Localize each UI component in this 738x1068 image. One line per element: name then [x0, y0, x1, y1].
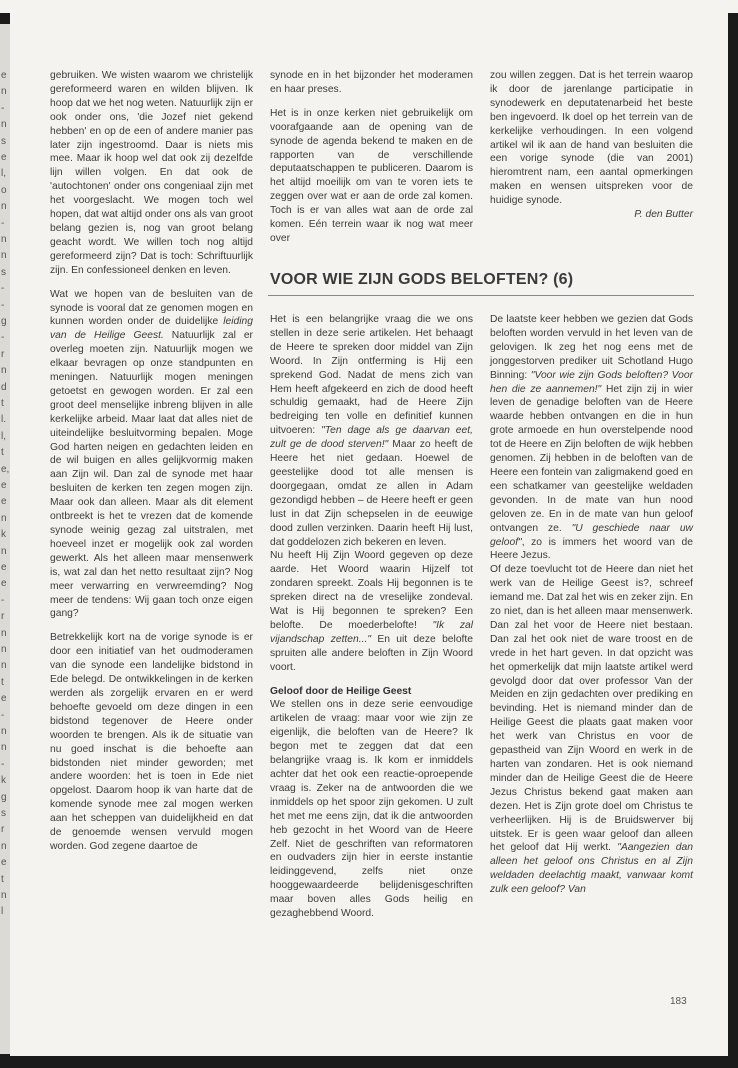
- gutter-letter: l: [1, 906, 4, 918]
- gutter-letter: e,: [1, 463, 10, 475]
- gutter-letter: e: [1, 578, 7, 590]
- paragraph: gebruiken. We wisten waarom we christelijk gereformeerd waren en wilden blijven. Ik hoop dat we het nog weten. Natuurlijk zijn er ook onder ons, 'die Jozef niet gekend hebben' en op de een of andere manier pas later zijn ingestroomd. Daar is niets mis mee. Maar ik hoop wel dat ook zij dezelfde lijn willen volgen. En dat ook de 'autochtonen' onder ons congeniaal zijn met het voorgeslacht. We mogen toch wel hopen, dat wat altijd onder ons als van groot belang gezien is, nog van groot belang geacht wordt. We willen toch nog altijd gereformeerd zijn? Dat is toch: Schriftuurlijk zijn. En confessioneel denken en leven.: [50, 70, 253, 276]
- emphasis: "Ten dage als ge daarvan eet, zult ge de dood sterven!": [270, 425, 473, 451]
- gutter-letter: n: [1, 234, 7, 245]
- gutter-letter: e: [1, 857, 7, 869]
- gutter-letter: t: [1, 447, 4, 459]
- gutter-letter: t: [1, 873, 4, 885]
- gutter-letter: t: [1, 398, 4, 409]
- gutter-letter: n: [1, 726, 7, 737]
- gutter-letter: o: [1, 184, 7, 196]
- gutter-letter: n: [1, 742, 7, 754]
- gutter-letter: -: [1, 217, 5, 229]
- gutter-letter: r: [1, 824, 5, 836]
- gutter-letter: g: [1, 791, 7, 803]
- gutter-letter: k: [1, 775, 6, 787]
- gutter-letter: n: [1, 545, 7, 557]
- emphasis: "Aangezien dan alleen het geloof ons Christus en al Zijn weldaden deelachtig maakt, vanwaar komt zulk een geloof? Van: [490, 842, 693, 896]
- gutter-letter: r: [1, 348, 5, 360]
- paragraph: zou willen zeggen. Dat is het terrein waarop ik door de jarenlange participatie in synodewerk en deputatenarbeid het beste ben ingevoerd. Ik doel op het terrein van de kerkelijke verhoudingen. In een volgend artikel wil ik aan de hand van besluiten die een vorige synode (die van 2001) hieromtrent nam, een aantal opmerkingen maken en wensen uitspreken voor de huidige synode.: [490, 70, 693, 207]
- paragraph: Nu heeft Hij Zijn Woord gegeven op deze aarde. Het Woord waarin Hijzelf tot zondaren spreekt. Zoals Hij begonnen is te spreken direct na de vreselijke zondeval. Wat is Hij begonnen te spreken? Een belofte. De moederbelofte! "Ik zal vijandschap zetten..." En uit deze belofte spruiten alle andere beloften in Zijn Woord voort.: [270, 550, 473, 673]
- gutter-letter: n: [1, 86, 7, 98]
- emphasis: leiding van de Heilige Geest.: [50, 316, 253, 342]
- paragraph: Wat we hopen van de besluiten van de synode is vooral dat ze genomen mogen en kunnen worden onder de duidelijke leiding van de Heilige Geest. Natuurlijk zal er overleg moeten zijn. Natuurlijk mogen we elkaar bevragen op onze standpunten en meningen. Natuurlijk mogen meningen getoetst en gewogen worden. Er zal een groot deel menselijke inbreng blijven in alle kerkelijke arbeid. Maar laat dat alles niet de uiteindelijke besluitvorming bepalen. Moge God harten neigen en gedachten leiden en de wil buigen en alles gelijkvormig maken aan Zijn wil. Dan zal de synode met haar besluiten de kerken ten zegen mogen zijn. Maar ook dan alleen. Maar als dit element ontbreekt is het te vrezen dat de komende synode weinig gezag zal uitstralen, met hoeveel inzet er mogelijk ook zal worden gewerkt. Als het alleen maar mensenwerk is, wat zal dan het netto resultaat zijn? Nog meer verwarring en verwreemding? Nog meer de tendens: Wij gaan toch onze eigen gang?: [50, 288, 253, 620]
- article-title: VOOR WIE ZIJN GODS BELOFTEN? (6): [270, 271, 574, 288]
- emphasis: "Voor wie zijn Gods beloften? Voor hen die ze aannemen!": [490, 369, 693, 395]
- gutter-letter: n: [1, 365, 7, 377]
- gutter-letter: n: [1, 660, 7, 672]
- paragraph: We stellen ons in deze serie eenvoudige artikelen de vraag: maar voor wie zijn ze eigenlijk, die beloften van de Heere? Ik begon met te zeggen dat dat een belangrijke vraag is. Ik kom er inmiddels achter dat het ook een reactie-oproepende vraag is. Zeker na de antwoorden die we inmiddels op het spoor zijn gekomen. U zult het met me eens zijn, dat ik die antwoorden heb gezocht in het Woord van de Heere Zelf. Niet de geschriften van reformatoren en oudvaders zijn hier in eerste instantie leidinggevend, zelfs niet onze hooggewaardeerde belijdenisgeschriften maar boven alles Gods heilig en gezaghebbend Woord.: [270, 699, 473, 920]
- paragraph: Of deze toevlucht tot de Heere dan niet het werk van de Heilige Geest is?, schreef iemand me. Dat zal het wis en zeker zijn. En zo niet, dan is het alleen maar mensenwerk. Dan zal het voor de Heere niet bestaan. Dan zal het ook niet de ware troost en de vrede in het hart geven. In dat opzicht was het opmerkelijk dat mijn laatste artikel werd gevolgd door dat over professor Van der Meiden en zijn gedachten over prediking en bevinding. Het is niemand minder dan de Heilige Geest die plaats gaat maken voor het werk van Christus en voor de gepastheid van Zijn Woord en werk in de harten van zondaren. Het is ook niemand minder dan de Heilige Geest die de Heere Jezus Christus bekend gaat maken aan dezen. Het is Zijn grote doel om Christus te verheerlijken. Hij is de Bruidswerver bij uitstek. Er is geen waar geloof dan alleen het geloof dat Hij werkt. "Aangezien dan alleen het geloof ons Christus en al Zijn weldaden deelachtig maakt, vanwaar komt zulk een geloof? Van: [490, 564, 693, 896]
- gutter-letter: n: [1, 644, 7, 655]
- paragraph: Betrekkelijk kort na de vorige synode is er door een initiatief van het oudmoderamen van die synode een landelijke bidstond in Ede belegd. De ontwikkelingen in de kerken werden als zorgelijk ervaren en er werd behoefte gevoeld om deze dingen in een bidstond tegenover de Heere onder woorden te brengen. Als ik de situatie van nu goed inschat is die behoefte aan bidstonden niet minder geworden; met andere woorden: het is toen in Ede niet opgelost. Daarom hoop ik van harte dat de komende synode mee zal mogen werken aan het scheppen van duidelijkheid en dat de genoemde wensen vervuld mogen worden. God zegene daartoe de: [50, 632, 253, 852]
- paragraph: De laatste keer hebben we gezien dat Gods beloften worden vervuld in het leven van de gelovigen. Ik zeg het nog eens met de jonggestorven prediker uit Schotland Hugo Binning: "Voor wie zijn Gods beloften? Voor hen die ze aannemen!" Het zijn zij in wier leven de genadige beloften van de Heere waarde hebben ontvangen en die in hun grote armoede en hun overstelpende nood tot de Heere en Zijn beloften de wijk hebben genomen. Zij hebben in de beloften van de Heere een fontein van zaligmakend goed en een schatkamer van geestelijke weldaden gevonden. In de mate van hun nood geloven ze. En in de mate van hun geloof ontvangen ze. "U geschiede naar uw geloof", zo is immers het woord van de Heere Jezus.: [490, 314, 693, 562]
- emphasis: "Ik zal vijandschap zetten...": [270, 619, 473, 645]
- gutter-letter: e: [1, 70, 7, 81]
- gutter-letter: e: [1, 693, 7, 705]
- gutter-letter: n: [1, 201, 7, 213]
- paragraph: synode en in het bijzonder het moderamen en haar preses.: [270, 70, 473, 95]
- author-signature: P. den Butter: [634, 209, 693, 221]
- gutter-letter: l,: [1, 168, 6, 180]
- gutter-letter: s: [1, 266, 6, 278]
- left-page-gutter: [0, 24, 10, 1054]
- gutter-letter: k: [1, 529, 6, 541]
- title-divider: [268, 295, 694, 296]
- gutter-letter: r: [1, 611, 5, 623]
- page-number: 183: [670, 996, 687, 1007]
- gutter-letter: -: [1, 758, 5, 770]
- gutter-letter: d: [1, 381, 7, 393]
- gutter-letter: e: [1, 562, 7, 573]
- gutter-letter: -: [1, 594, 5, 606]
- gutter-letter: t: [1, 676, 4, 688]
- gutter-letter: e: [1, 496, 7, 508]
- paragraph: Het is een belangrijke vraag die we ons stellen in deze serie artikelen. Het behaagt de Heere te spreken door middel van Zijn Woord. In Zijn ontferming is Hij een sprekend God. Nadat de mens zich van Hem heeft afgekeerd en zich de dood heeft schuldig gemaakt, had de Heere Zijn bedreiging ten volle en definitief kunnen uitvoeren: "Ten dage als ge daarvan eet, zult ge de dood sterven!" Maar zo heeft de Heere het niet gedaan. Hoewel de geestelijke dood tot alle mensen is doorgegaan, omdat ze allen in Adam gezondigd hebben – de Heere heeft er geen lust in dat Zijn schepselen in de eeuwige dood zullen verzinken. Daarin heeft Hij lust, dat goddelozen zich bekeren en leven.: [270, 314, 473, 548]
- column-2-top: [270, 69, 473, 246]
- gutter-letter: g: [1, 316, 7, 327]
- section-subheading: Geloof door de Heilige Geest: [270, 685, 412, 697]
- column-2-bottom: [270, 313, 473, 921]
- gutter-letter: n: [1, 119, 7, 131]
- gutter-letter: -: [1, 709, 5, 721]
- column-3-top: [490, 69, 693, 222]
- gutter-letter: l.: [1, 414, 6, 426]
- gutter-letter: n: [1, 840, 7, 852]
- gutter-letter: e: [1, 152, 7, 163]
- paragraph: Het is in onze kerken niet gebruikelijk om voorafgaande aan de opening van de synode de agenda bekend te maken en de rapporten van de verschillende deputaatschappen te publiceren. Daarom is het altijd moeilijk om van te voren iets te zeggen over wat er aan de orde zal komen. Toch is er van alles wat aan de orde zal komen. Eén terrein waar ik nog wat meer over: [270, 107, 473, 244]
- gutter-letter: -: [1, 299, 5, 311]
- gutter-letter: e: [1, 480, 7, 491]
- column-3-bottom: [490, 313, 693, 897]
- gutter-letter: n: [1, 250, 7, 262]
- gutter-letter: s: [1, 808, 6, 819]
- gutter-letter: n: [1, 512, 7, 524]
- column-1: [50, 69, 253, 854]
- gutter-letter: n: [1, 627, 7, 639]
- gutter-letter: -: [1, 283, 5, 295]
- gutter-letter: -: [1, 102, 5, 114]
- gutter-letter: n: [1, 890, 7, 901]
- top-strip: [0, 0, 738, 13]
- gutter-letter: -: [1, 332, 5, 344]
- gutter-letter: s: [1, 135, 6, 147]
- gutter-letter: l,: [1, 430, 6, 442]
- emphasis: "U geschiede naar uw geloof": [490, 522, 693, 548]
- page: [10, 13, 728, 1056]
